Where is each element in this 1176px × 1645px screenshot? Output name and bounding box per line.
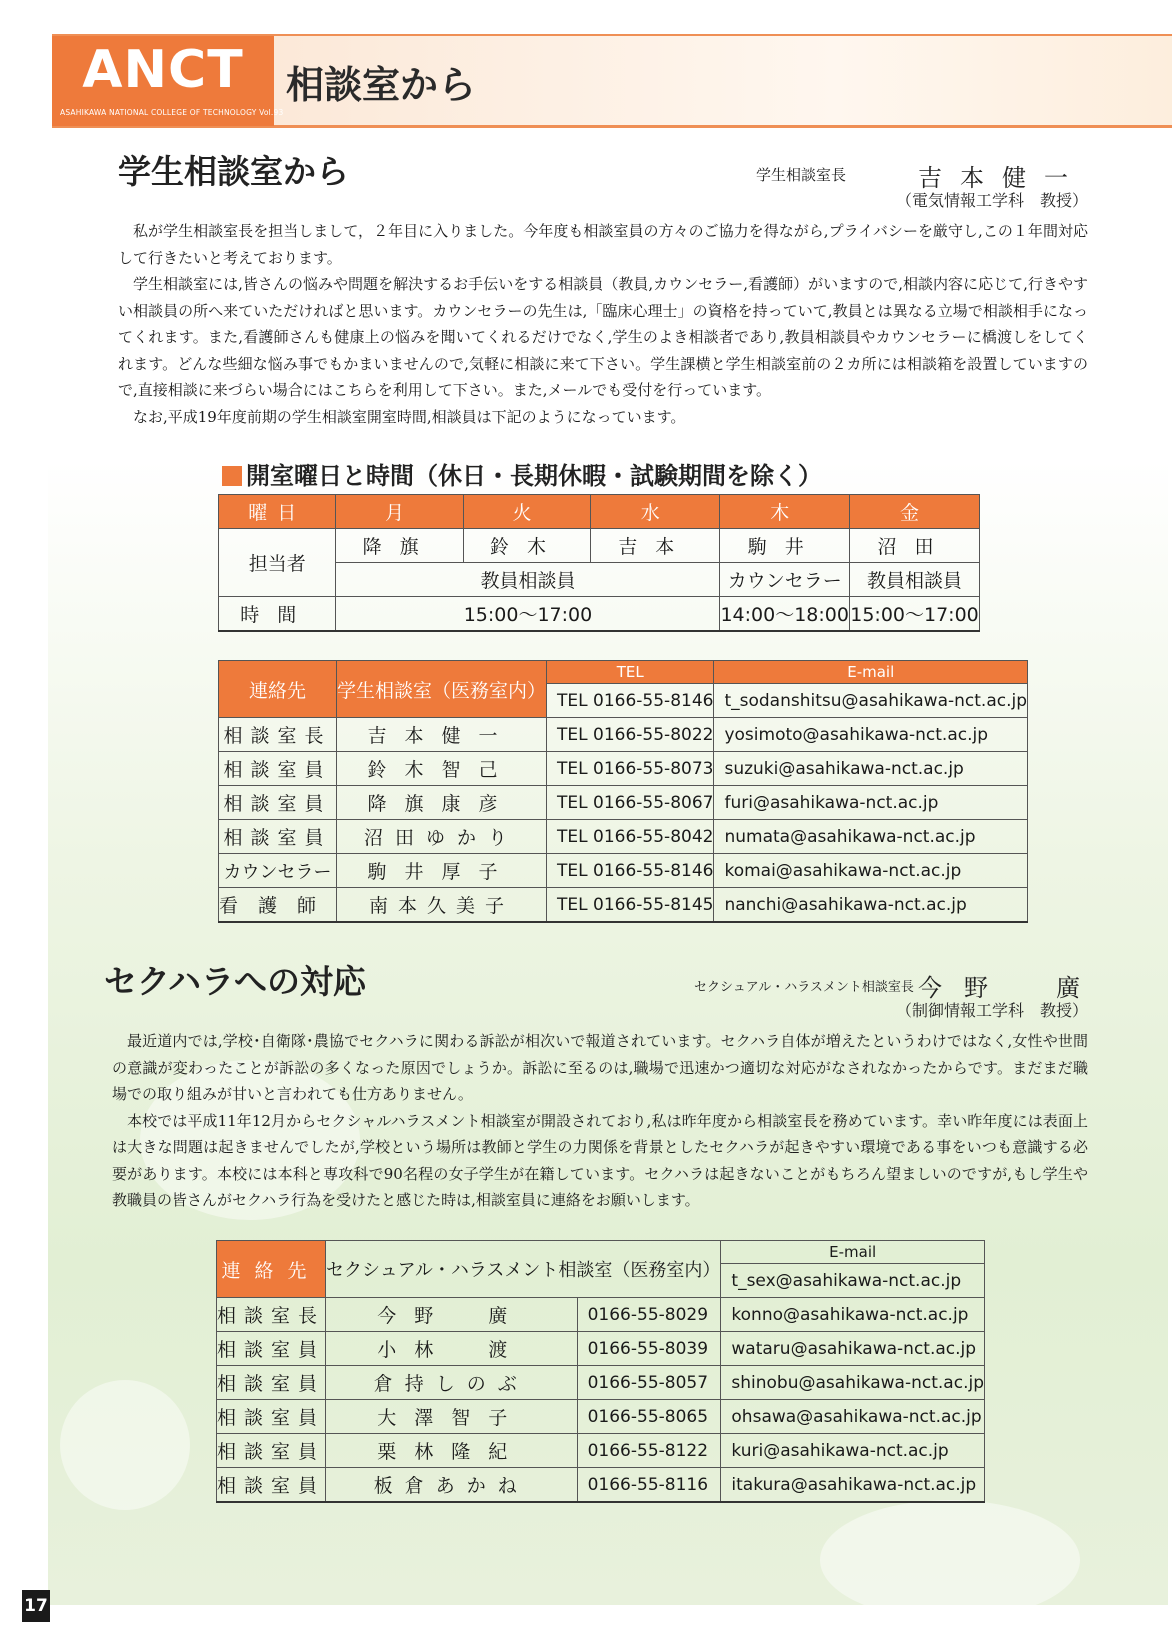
name: 南本久美子	[337, 888, 547, 923]
office-email: t_sex@asahikawa-nct.ac.jp	[721, 1264, 985, 1298]
tel: 0166-55-8057	[577, 1366, 721, 1400]
square-bullet-icon	[222, 466, 242, 486]
contact-header-row	[217, 1241, 985, 1264]
name: 板倉あかね	[326, 1468, 578, 1503]
table-row	[219, 718, 1028, 752]
section2-body	[112, 1028, 1088, 1214]
table-row	[217, 1332, 985, 1366]
table-row	[217, 1434, 985, 1468]
contact-header-row	[219, 661, 1028, 684]
email: komai@asahikawa-nct.ac.jp	[714, 854, 1028, 888]
tel: 0166-55-8029	[577, 1298, 721, 1332]
tel: TEL 0166-55-8146	[547, 854, 714, 888]
email: nanchi@asahikawa-nct.ac.jp	[714, 888, 1028, 923]
table-row	[219, 820, 1028, 854]
section1-title: 学生相談室から	[118, 152, 349, 191]
name: 今野 廣	[326, 1298, 578, 1332]
anct-logo	[52, 36, 284, 126]
email: itakura@asahikawa-nct.ac.jp	[721, 1468, 985, 1503]
staff-mon: 降旗	[336, 529, 463, 563]
paragraph: 本校では平成11年12月からセクシャルハラスメント相談室が開設されており,私は昨年度から相談室長を務めています。幸い昨年度には表面上は大きな問題は起きませんでしたが,学校という場所は教師と学生の力関係を背景としたセクハラが起きやすい環境である事をいつも意識する必要があります。本校には本科と専攻科で90名程の女子学生が在籍しています。セクハラは起きないことがもちろん望ましいのですが,もし学生や教職員の皆さんがセクハラ行為を受けたと感じた時は,相談室員に連絡をお願いします。	[112, 1111, 1088, 1209]
tel-header: TEL	[547, 661, 714, 684]
staff-thu: 駒井	[720, 529, 850, 563]
role: 相談室長	[219, 718, 337, 752]
office-tel: TEL 0166-55-8146	[547, 684, 714, 718]
office-email: t_sodanshitsu@asahikawa-nct.ac.jp	[714, 684, 1028, 718]
staff-row	[219, 529, 980, 563]
tel: 0166-55-8065	[577, 1400, 721, 1434]
paragraph: 私が学生相談室長を担当しまして，２年目に入りました。今年度も相談室員の方々のご協力を得ながら,プライバシーを厳守し,この１年間対応して行きたいと考えております。	[118, 222, 1088, 267]
name: 栗林隆紀	[326, 1434, 578, 1468]
paragraph: 最近道内では,学校･自衛隊･農協でセクハラに関わる訴訟が相次いで報道されています。セクハラ自体が増えたというわけではなく,女性や世間の意識が変わったことが訴訟の多くなった原因でしょうか。訴訟に至るのは,職場で迅速かつ適切な対応がなされなかったからです。まだまだ職場での取り組みが甘いと言われても仕方ありません。	[112, 1032, 1088, 1103]
paragraph: 学生相談室には,皆さんの悩みや問題を解決するお手伝いをする相談員（教員,カウンセラー,看護師）がいますので,相談内容に応じて,行きやすい相談員の所へ来ていただければと思います。カウンセラーの先生は,「臨床心理士」の資格を持っていて,教員とは異なる立場で相談相手になってくれます。また,看護師さんも健康上の悩みを聞いてくれるだけでなく,学生のよき相談者であり,教員相談員やカウンセラーに橋渡しをしてくれます。どんな些細な悩み事でもかまいませんので,気軽に相談に来て下さい。学生課横と学生相談室前の２カ所には相談箱を設置していますので,直接相談に来づらい場合にはこちらを利用して下さい。また,メールでも受付を行っています。	[118, 275, 1088, 399]
name: 駒井厚子	[337, 854, 547, 888]
section1-author-role: 学生相談室長	[756, 166, 847, 184]
schedule-heading-text: 開室曜日と時間（休日・長期休暇・試験期間を除く）	[246, 462, 822, 490]
page-number: 17	[22, 1590, 50, 1622]
tel: TEL 0166-55-8067	[547, 786, 714, 820]
background-bubble	[820, 1500, 1080, 1620]
role: 相談室員	[217, 1332, 326, 1366]
email: numata@asahikawa-nct.ac.jp	[714, 820, 1028, 854]
staff-tue: 鈴木	[463, 529, 590, 563]
day-fri: 金	[849, 495, 979, 529]
day-label: 曜日	[219, 495, 336, 529]
tel: 0166-55-8116	[577, 1468, 721, 1503]
tel: TEL 0166-55-8145	[547, 888, 714, 923]
tel: TEL 0166-55-8073	[547, 752, 714, 786]
section2-author-dept: （制御情報工学科 教授）	[895, 1001, 1088, 1020]
schedule-heading	[222, 456, 822, 491]
role: 相談室員	[219, 752, 337, 786]
role: 看護師	[219, 888, 337, 923]
tel: 0166-55-8039	[577, 1332, 721, 1366]
email: shinobu@asahikawa-nct.ac.jp	[721, 1366, 985, 1400]
day-tue: 火	[463, 495, 590, 529]
day-thu: 木	[720, 495, 850, 529]
section1-author-name: 吉本健一	[918, 164, 1086, 192]
section1-body	[118, 218, 1088, 430]
name: 降旗康彦	[337, 786, 547, 820]
section1-author-dept: （電気情報工学科 教授）	[895, 191, 1088, 210]
type-teacher-fri: 教員相談員	[849, 563, 979, 597]
table-row	[219, 752, 1028, 786]
email: suzuki@asahikawa-nct.ac.jp	[714, 752, 1028, 786]
name: 倉持しのぶ	[326, 1366, 578, 1400]
section2-author-role: セクシュアル・ハラスメント相談室長	[694, 980, 914, 995]
role: 相談室長	[217, 1298, 326, 1332]
day-mon: 月	[336, 495, 463, 529]
staff-fri: 沼田	[849, 529, 979, 563]
schedule-table	[218, 494, 980, 632]
office-name: 学生相談室（医務室内）	[337, 661, 547, 718]
name: 鈴木智己	[337, 752, 547, 786]
type-counselor: カウンセラー	[720, 563, 850, 597]
staff-label: 担当者	[219, 529, 336, 597]
role: 相談室員	[217, 1434, 326, 1468]
type-teacher: 教員相談員	[336, 563, 720, 597]
day-row	[219, 495, 980, 529]
name: 吉本健一	[337, 718, 547, 752]
email: konno@asahikawa-nct.ac.jp	[721, 1298, 985, 1332]
role: 相談室員	[217, 1400, 326, 1434]
tel: TEL 0166-55-8042	[547, 820, 714, 854]
table-row	[219, 854, 1028, 888]
contact-label: 連絡先	[219, 661, 337, 718]
name: 大澤智子	[326, 1400, 578, 1434]
table-row	[217, 1468, 985, 1503]
role: カウンセラー	[219, 854, 337, 888]
tel: 0166-55-8122	[577, 1434, 721, 1468]
role: 相談室員	[219, 786, 337, 820]
time-thu: 14:00〜18:00	[720, 597, 850, 632]
logo-text: ANCT	[82, 40, 244, 100]
harassment-contacts	[216, 1240, 985, 1503]
tel: TEL 0166-55-8022	[547, 718, 714, 752]
table-row	[217, 1366, 985, 1400]
email: kuri@asahikawa-nct.ac.jp	[721, 1434, 985, 1468]
role: 相談室員	[217, 1366, 326, 1400]
time-label: 時間	[219, 597, 336, 632]
office-name: セクシュアル・ハラスメント相談室（医務室内）	[326, 1241, 721, 1298]
email-header: E-mail	[714, 661, 1028, 684]
contact-label: 連絡先	[217, 1241, 326, 1298]
day-wed: 水	[591, 495, 720, 529]
time-mon-wed: 15:00〜17:00	[336, 597, 720, 632]
section2-author-name: 今野 廣	[918, 974, 1102, 1002]
email: ohsawa@asahikawa-nct.ac.jp	[721, 1400, 985, 1434]
email: yosimoto@asahikawa-nct.ac.jp	[714, 718, 1028, 752]
email: wataru@asahikawa-nct.ac.jp	[721, 1332, 985, 1366]
page-title: 相談室から	[286, 63, 477, 107]
role: 相談室員	[219, 820, 337, 854]
staff-wed: 吉本	[591, 529, 720, 563]
email-header: E-mail	[721, 1241, 985, 1264]
time-row	[219, 597, 980, 632]
email: furi@asahikawa-nct.ac.jp	[714, 786, 1028, 820]
table-row	[219, 786, 1028, 820]
student-counseling-contacts	[218, 660, 1028, 923]
role: 相談室員	[217, 1468, 326, 1503]
name: 沼田ゆかり	[337, 820, 547, 854]
background-bubble	[60, 1380, 190, 1510]
name: 小林 渡	[326, 1332, 578, 1366]
paragraph: なお,平成19年度前期の学生相談室開室時間,相談員は下記のようになっています。	[133, 407, 686, 426]
logo-subtitle: ASAHIKAWA NATIONAL COLLEGE OF TECHNOLOGY Vol.93	[60, 108, 284, 117]
table-row	[217, 1400, 985, 1434]
section2-title: セクハラへの対応	[104, 962, 367, 1001]
table-row	[219, 888, 1028, 923]
time-fri: 15:00〜17:00	[849, 597, 979, 632]
table-row	[217, 1298, 985, 1332]
